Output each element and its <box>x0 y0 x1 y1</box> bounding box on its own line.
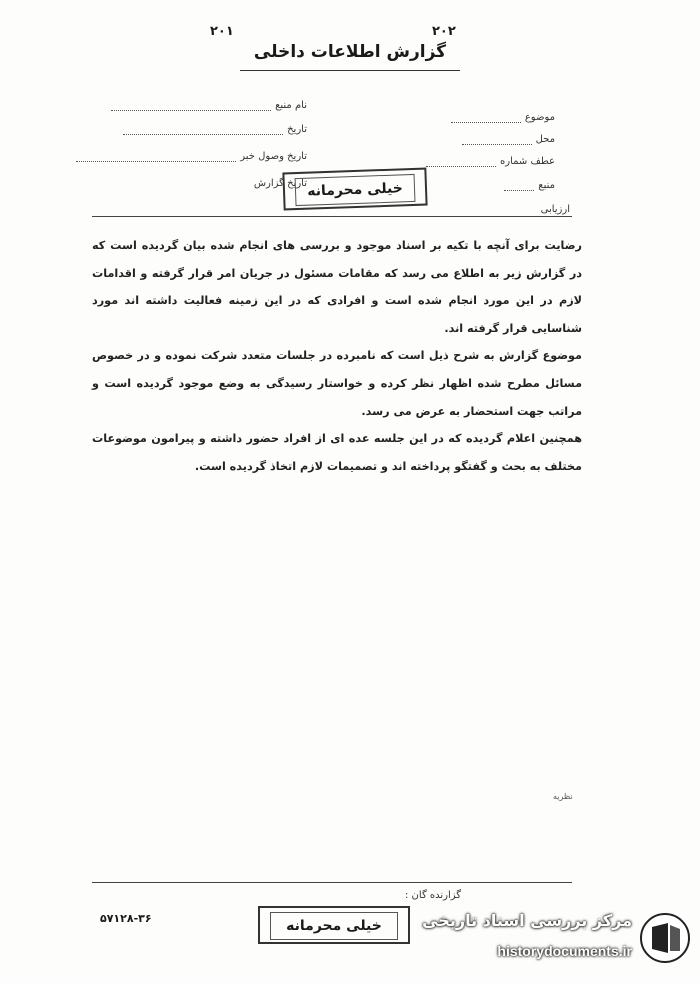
watermark-title: مرکز بررسی اسناد تاریخی <box>422 911 632 930</box>
archive-logo-icon <box>638 911 692 965</box>
margin-note: نظریه <box>553 792 573 801</box>
document-number: ۵۷۱۲۸-۳۶ <box>100 912 152 925</box>
field-recipient: عطف شماره <box>426 156 555 167</box>
title-underline <box>240 70 460 71</box>
watermark-url: historydocuments.ir <box>497 943 632 959</box>
reporter-label: گزارنده گان : <box>405 890 462 901</box>
body-paragraph: موضوع گزارش به شرح ذیل است که نامبرده در جلسات متعدد شرکت نموده و در خصوص مسائل مطرح شده اظهار نظر کرده و خواستار رسیدگی به وضع موجود گردیده است و مراتب جهت استحضار به عرض می رسد. <box>92 349 582 418</box>
report-body <box>92 232 582 480</box>
field-source: منبع <box>504 180 555 191</box>
footer-rule <box>92 882 572 883</box>
archive-watermark <box>422 905 692 975</box>
header-rule <box>92 216 572 217</box>
classification-stamp: خیلی محرمانه <box>282 167 427 210</box>
field-report-date: تاریخ گزارش <box>253 178 307 189</box>
field-date-action: تاریخ <box>123 124 307 135</box>
field-evaluation: ارزیابی <box>540 204 570 215</box>
header-mark-left: ۲۰۱ <box>210 24 234 39</box>
field-date-received: تاریخ وصول خبر <box>76 151 307 162</box>
body-paragraph: رضایت برای آنچه با تکیه بر اسناد موجود و بررسی های انجام شده بیان گردیده است که در گزارش زیر به اطلاع می رسد که مقامات مسئول در جریان امر قرار گرفته و اقدامات لازم در این مورد انجام شده است و افرادی که در این زمینه فعالیت داشته اند مورد شناسایی قرار گرفته اند. <box>92 239 582 335</box>
document-title: گزارش اطلاعات داخلی <box>253 42 447 62</box>
body-paragraph: همچنین اعلام گردیده که در این جلسه عده ای از افراد حضور داشته و پیرامون موضوعات مختلف به بحث و گفتگو پرداخته اند و تصمیمات لازم اتخاذ گردیده است. <box>92 432 582 473</box>
field-subject: موضوع <box>451 112 555 123</box>
classification-stamp-bottom: خیلی محرمانه <box>258 906 410 944</box>
header-mark-right: ۲۰۲ <box>432 24 456 39</box>
field-reporter-org: نام منبع <box>111 100 307 111</box>
field-location: محل <box>462 134 555 145</box>
